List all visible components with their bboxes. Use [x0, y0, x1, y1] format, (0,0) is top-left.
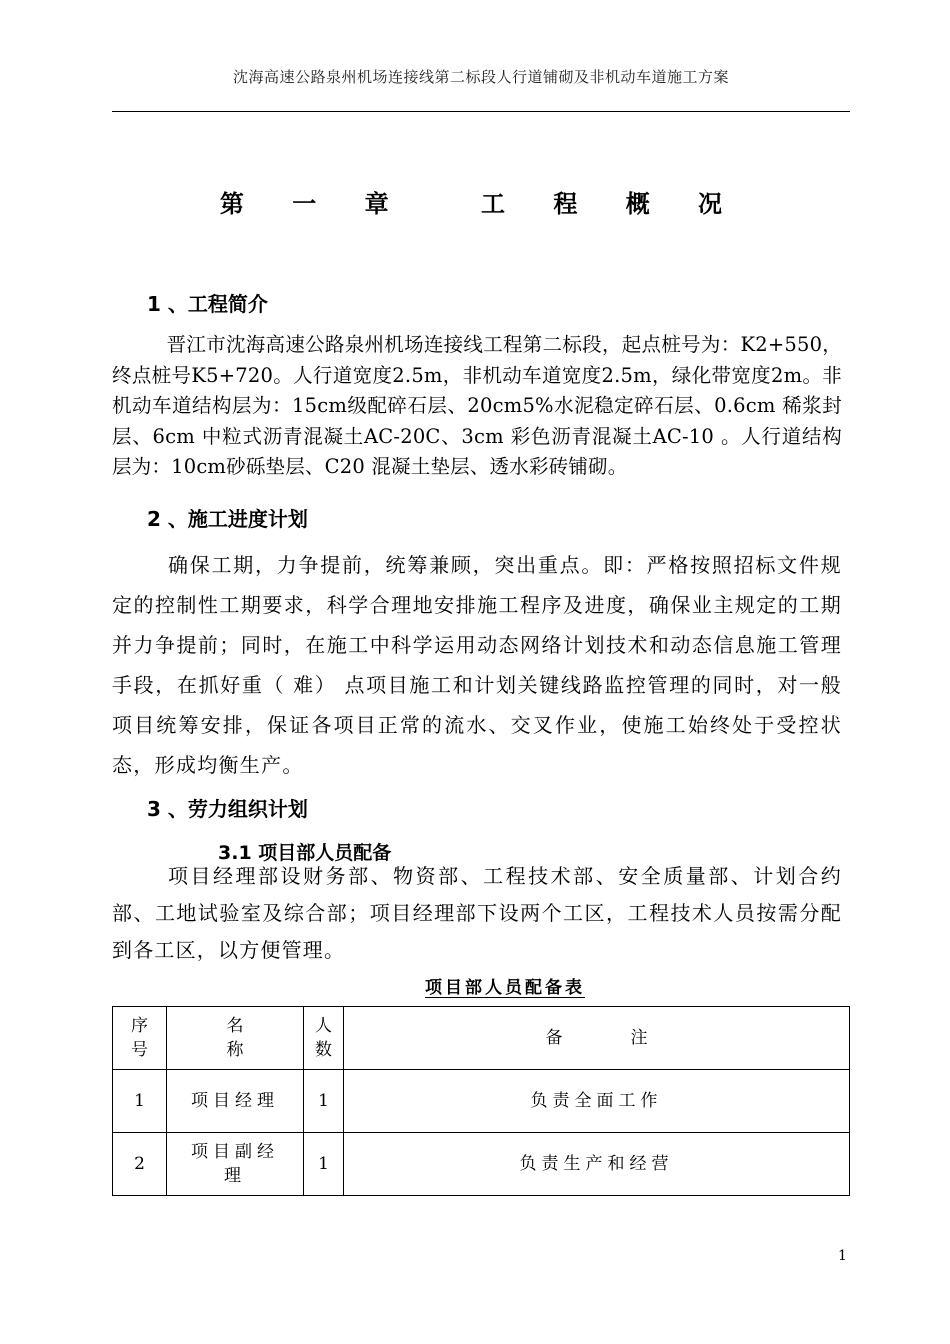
row-name: 项目经理	[167, 1070, 304, 1133]
row-count: 1	[304, 1133, 344, 1196]
header-index: 序号	[113, 1007, 167, 1070]
header-count: 人数	[304, 1007, 344, 1070]
row-name: 项目副经理	[167, 1133, 304, 1196]
row-index: 1	[113, 1070, 167, 1133]
header-name: 名称	[167, 1007, 304, 1070]
section-body-1: 晋江市沈海高速公路泉州机场连接线工程第二标段，起点桩号为：K2+550，终点桩号K5+720。人行道宽度2.5m，非机动车道宽度2.5m，绿化带宽度2m。非机动车道结构层为：15cm级配碎石层、20cm5%水泥稳定碎石层、0.6cm 稀浆封层、6cm 中粒式沥青混凝土AC-20C、3cm 彩色沥青混凝土AC-10 。人行道结构层为：10cm砂砾垫层、C20 混凝土垫层、透水彩砖铺砌。	[112, 333, 842, 478]
header-remark: 备 注	[344, 1007, 850, 1070]
running-header: 沈海高速公路泉州机场连接线第二标段人行道铺砌及非机动车道施工方案	[232, 68, 729, 86]
staff-table	[112, 1006, 850, 1196]
row-index: 2	[113, 1133, 167, 1196]
chapter-title-text: 第 一 章 工 程 概 况	[219, 190, 743, 218]
table-title: 项目部人员配备表	[425, 978, 585, 998]
section-body-2: 确保工期，力争提前，统筹兼顾，突出重点。即：严格按照招标文件规定的控制性工期要求，科学合理地安排施工程序及进度，确保业主规定的工期并力争提前；同时，在施工中科学运用动态网络计划技术和动态信息施工管理手段，在抓好重（ 难） 点项目施工和计划关键线路监控管理的同时，对一般项目统筹安排，保证各项目正常的流水、交叉作业，使施工始终处于受控状态，形成均衡生产。	[112, 553, 842, 777]
page-number: 1	[838, 1248, 847, 1264]
section-heading-3: 3 、劳力组织计划	[147, 797, 308, 821]
table-row	[113, 1133, 850, 1196]
section-heading-1: 1 、工程简介	[147, 292, 268, 316]
chapter-title	[112, 184, 850, 219]
row-remark: 负责全面工作	[344, 1070, 850, 1133]
subsection-heading-3-1: 3.1 项目部人员配备	[218, 842, 392, 864]
section-heading-2: 2 、施工进度计划	[147, 507, 308, 531]
section-body-3: 项目经理部设财务部、物资部、工程技术部、安全质量部、计划合约部、工地试验室及综合部；项目经理部下设两个工区，工程技术人员按需分配到各工区，以方便管理。	[112, 864, 842, 962]
table-row	[113, 1070, 850, 1133]
row-count: 1	[304, 1070, 344, 1133]
row-remark: 负责生产和经营	[344, 1133, 850, 1196]
table-header-row	[113, 1007, 850, 1070]
header-divider	[112, 111, 850, 112]
